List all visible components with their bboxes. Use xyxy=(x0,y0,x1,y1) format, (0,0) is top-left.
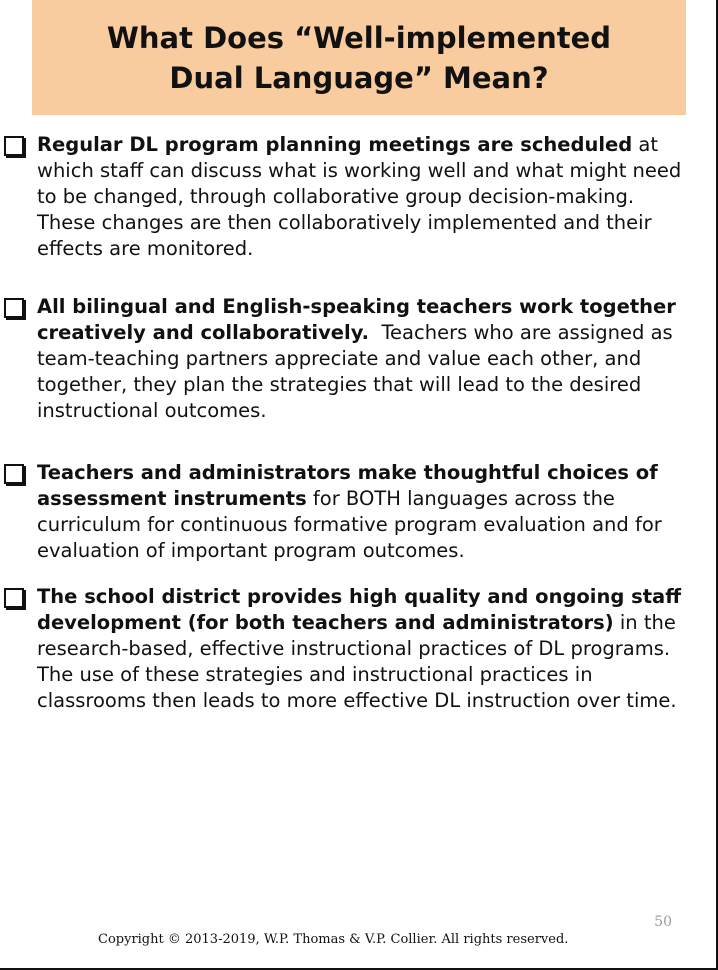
page-number: 50 xyxy=(654,914,672,930)
bullet-body-text: for BOTH languages across the curriculum for continuous formative program evaluation and for evaluation of important program outcomes. xyxy=(37,487,662,562)
copyright-notice: Copyright © 2013-2019, W.P. Thomas & V.P. Collier. All rights reserved. xyxy=(98,932,569,947)
title-line-2: Dual Language” Mean? xyxy=(169,60,549,95)
checkbox-icon xyxy=(4,136,24,156)
bullet-text xyxy=(37,460,694,564)
checkbox-icon xyxy=(4,464,24,484)
bullet-bold-text: Regular DL program planning meetings are scheduled xyxy=(37,133,633,156)
bullet-item xyxy=(4,132,694,262)
checkbox-icon xyxy=(4,588,24,608)
title-line-1: What Does “Well-implemented xyxy=(106,20,612,55)
bullet-item xyxy=(4,460,694,564)
bullet-body-text: Teachers who are assigned as team-teaching partners appreciate and value each other, and together, they plan the strategies that will lead to the desired instructional outcomes. xyxy=(37,321,679,422)
title-banner xyxy=(32,0,686,115)
bullet-text xyxy=(37,584,694,714)
bullet-bold-text: Teachers and administrators make thoughtful choices of assessment instruments xyxy=(37,461,658,510)
bullet-item xyxy=(4,584,694,714)
bullet-bold-text: All bilingual and English-speaking teachers work together creatively and collaboratively. xyxy=(37,295,676,344)
bullet-body-text: in the research-based, effective instructional practices of DL programs. The use of these strategies and instructional practices in classrooms then leads to more effective DL instruction over time. xyxy=(37,611,677,712)
bullet-item xyxy=(4,294,694,424)
checkbox-icon xyxy=(4,298,24,318)
bullet-text xyxy=(37,294,694,424)
bullet-body-text: at which staff can discuss what is working well and what might need to be changed, through collaborative group decision-making. These changes are then collaboratively implemented and their effects are monitored. xyxy=(37,133,682,260)
bullet-bold-text: The school district provides high quality and ongoing staff development (for both teachers and administrators) xyxy=(37,585,682,634)
bullet-text xyxy=(37,132,694,262)
